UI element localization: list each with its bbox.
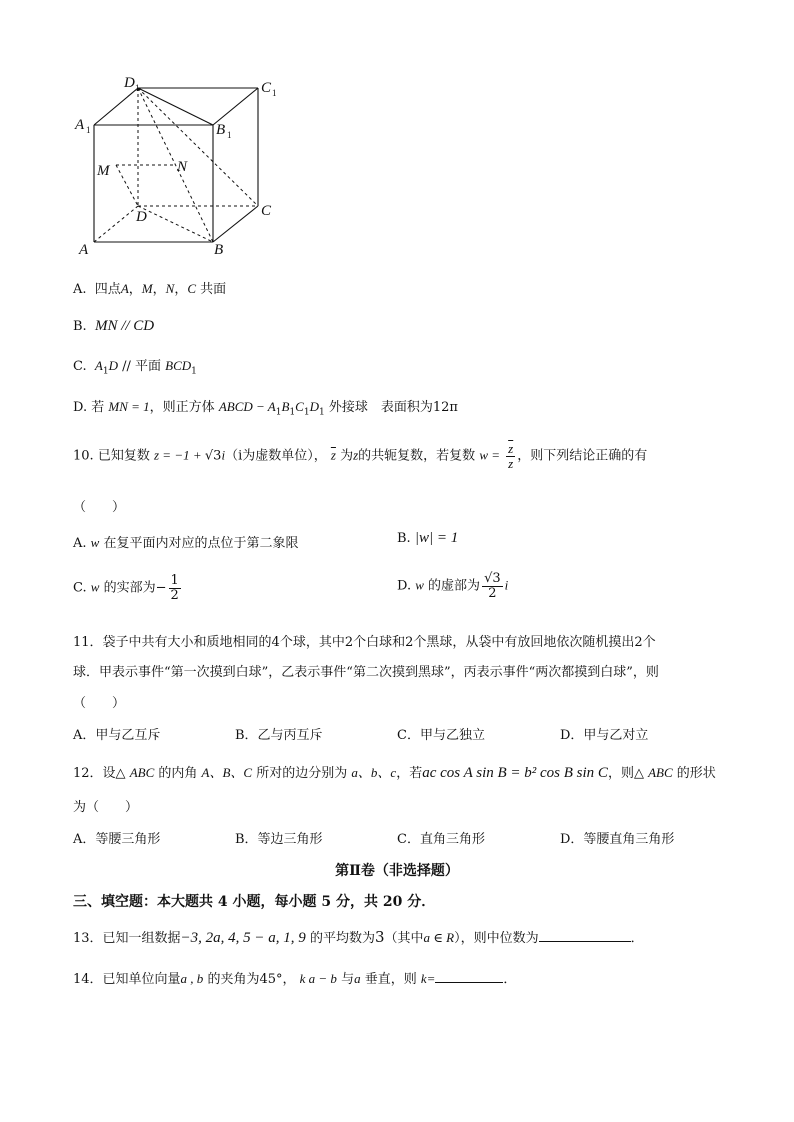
label-D1-sub: 1 (135, 83, 140, 93)
q12-option-a: A．等腰三角形 (73, 832, 161, 847)
q13-stem: 13．已知一组数据−3, 2a, 4, 5 − a, 1, 9 的平均数为3（其中a ∈ R），则中位数为 ． (73, 928, 644, 946)
q10-option-b: B. |w| = 1 (397, 530, 459, 546)
q13-answer-blank[interactable] (539, 940, 631, 942)
vector-expr: k a − b (299, 971, 337, 986)
q9-option-c: C. $A_1D$ // 平面 $BCD_1$ (73, 358, 197, 377)
label-D1: D (124, 75, 135, 91)
q9-option-d: D. 若 MN = 1，则正方体 ABCD − $A_1B_1C_1D_1$ 外接球 表面积为12π (73, 399, 458, 418)
q12-option-b: B．等边三角形 (235, 832, 323, 847)
q11-line-1: 11．袋子中共有大小和质地相同的4个球，其中2个白球和2个黑球，从袋中有放回地依次随机摸出2个 (73, 635, 656, 650)
label-M: M (97, 163, 110, 179)
q11-paren: （ ） (73, 696, 126, 711)
q10-option-a: A. w 在复平面内对应的点位于第二象限 (73, 535, 299, 551)
q12-option-c: C．直角三角形 (397, 832, 485, 847)
label-C1-sub: 1 (272, 88, 277, 98)
q10-paren: （ ） (73, 500, 126, 515)
section-heading: 三、填空题：本大题共 4 小题，每小题 5 分，共 20 分． (73, 894, 436, 910)
q11-option-c: C．甲与乙独立 (397, 728, 485, 743)
w-fraction: $\frac{\overline{z}}{z}$ (508, 441, 514, 471)
q11-option-b: B．乙与丙互斥 (235, 728, 323, 743)
label-C: C (261, 203, 272, 219)
label-B: B (214, 242, 224, 258)
q11-option-d: D．甲与乙对立 (560, 728, 649, 743)
q10-option-d: D. w 的虚部为 $\frac{√3}{2}$ i (397, 571, 509, 601)
label-A1: A (75, 117, 85, 133)
q14-stem: 14．已知单位向量a , b 的夹角为45°， k a − b 与a 垂直，则 k= ． (73, 971, 517, 987)
label-A: A (79, 242, 89, 258)
label-A1-sub: 1 (86, 125, 91, 135)
label-N: N (177, 159, 188, 175)
q10-option-c: C. w 的实部为− $\frac{1}{2}$ (73, 573, 179, 603)
q12-line-2: 为（ ） (73, 800, 139, 815)
q11-option-a: A．甲与乙互斥 (73, 728, 161, 743)
q11-line-2: 球．甲表示事件“第一次摸到白球”，乙表示事件“第二次摸到黑球”，丙表示事件“两次都摸到白球”，则 (73, 665, 659, 680)
q14-answer-blank[interactable] (435, 981, 503, 983)
label-D: D (136, 209, 147, 225)
label-B1-sub: 1 (227, 130, 232, 140)
q9-option-b: B. MN // CD (73, 318, 155, 334)
q9-option-a: A. 四点A，M，N，C 共面 (73, 281, 227, 297)
cube-figure (70, 70, 290, 265)
label-B1: B (216, 122, 226, 138)
section-title: 第Ⅱ卷（非选择题） (335, 863, 459, 879)
q10-stem: 10. 已知复数 z = −1 + √3i（i为虚数单位）， $\overline{z}$ 为z的共轭复数，若复数 w = $\frac{\overline{z}}{z}$ ，则下列结论正确的有 (73, 441, 648, 471)
vector-ab: a , b (180, 971, 204, 986)
q12-option-d: D．等腰直角三角形 (560, 832, 675, 847)
label-C1: C (261, 80, 272, 96)
q12-stem: 12．设△ ABC 的内角 A、B、C 所对的边分别为 a、b、c，若ac cos A sin B = b² cos B sin C，则△ ABC 的形状 (73, 765, 716, 781)
